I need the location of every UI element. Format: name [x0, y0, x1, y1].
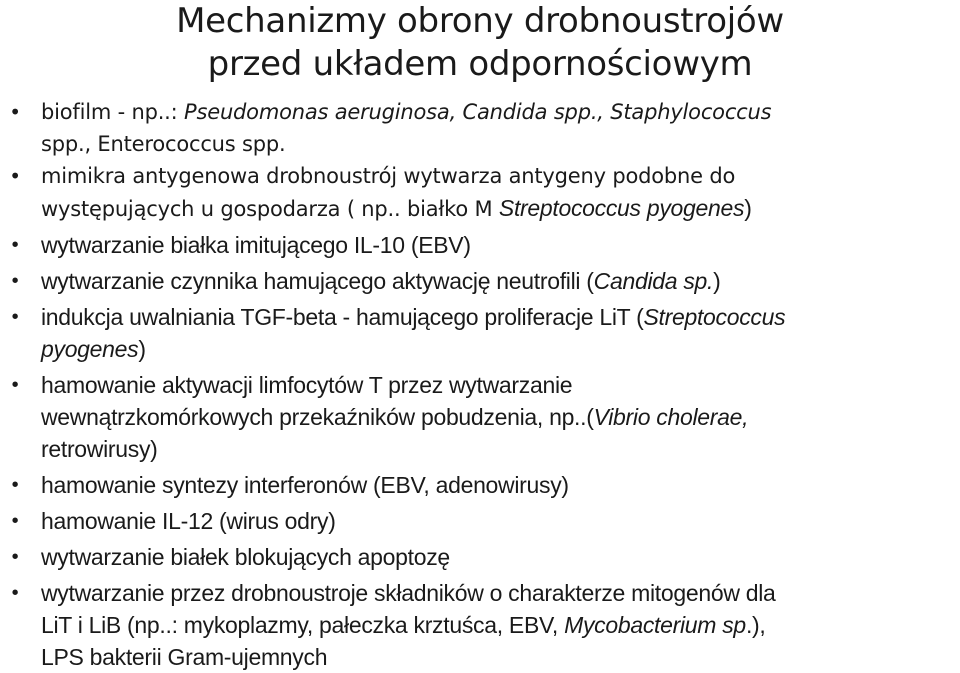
bullet-icon: • [11, 374, 19, 396]
list-item-il10 [0, 229, 960, 261]
list-item-line [41, 265, 956, 297]
item-italic-text: pyogenes [41, 336, 139, 362]
list-item-line [41, 609, 956, 641]
list-item-il12 [0, 505, 960, 537]
item-text: wytwarzanie czynnika hamującego aktywację neutrofili ( [41, 268, 594, 294]
bullet-icon: • [9, 164, 21, 188]
item-text: spp., Enterococcus spp. [41, 132, 286, 156]
item-text: mimikra antygenowa drobnoustrój wytwarza antygeny podobne do [41, 164, 736, 188]
list-item-line [41, 577, 956, 609]
item-italic-text: Vibrio cholerae, [593, 404, 749, 430]
bullet-icon: • [11, 510, 19, 532]
item-text: LPS bakterii Gram-ujemnych [41, 644, 328, 670]
list-item-line [41, 505, 956, 537]
list-item-line [41, 433, 956, 465]
item-text: wytwarzanie białka imitującego IL-10 (EBV) [41, 232, 471, 258]
list-item-line [41, 369, 956, 401]
bullet-icon: • [11, 546, 19, 568]
item-text: ) [744, 195, 752, 221]
list-item-mimikra [0, 160, 960, 225]
item-italic-text: Candida sp. [593, 268, 714, 294]
item-italic-text: Streptococcus pyogenes [498, 195, 745, 221]
list-item-neutrofile [0, 265, 960, 297]
item-text: LiT i LiB (np..: mykoplazmy, pałeczka krztuśca, EBV, [41, 612, 565, 638]
item-text: wewnątrzkomórkowych przekaźników pobudzenia, np..( [41, 404, 594, 430]
item-text: hamowanie aktywacji limfocytów T przez wytwarzanie [41, 372, 573, 398]
bullet-icon: • [11, 582, 19, 604]
bullet-icon: • [11, 270, 19, 292]
item-text: ) [713, 268, 721, 294]
item-text: indukcja uwalniania TGF-beta - hamującego proliferacje LiT ( [41, 304, 644, 330]
item-text: retrowirusy) [41, 436, 158, 462]
bullet-icon: • [11, 474, 19, 496]
list-item-line [41, 192, 956, 225]
bullet-list [0, 96, 960, 673]
item-text: .), [745, 612, 766, 638]
list-item-line [41, 469, 956, 501]
item-text: wytwarzanie białek blokujących apoptozę [41, 544, 450, 570]
slide-title-line-2: przed układem odpornościowym [207, 44, 753, 84]
item-italic-text: Pseudomonas aeruginosa, Candida spp., Staphylococcus [184, 100, 772, 124]
item-text: ) [138, 336, 146, 362]
item-italic-text: Streptococcus [643, 304, 786, 330]
slide-title [0, 0, 960, 86]
list-item-tgf-beta [0, 301, 960, 365]
item-text: biofilm - np..: [41, 100, 185, 124]
item-mixed-text [499, 195, 752, 221]
bullet-icon: • [11, 234, 19, 256]
list-item-line [41, 541, 956, 573]
item-text: wytwarzanie przez drobnoustroje składników o charakterze mitogenów dla [41, 580, 776, 606]
slide-title-line-1: Mechanizmy obrony drobnoustrojów [176, 1, 784, 41]
list-item-line [41, 301, 956, 333]
bullet-icon: • [9, 100, 21, 124]
list-item-line [41, 128, 956, 160]
list-item-line [41, 641, 956, 673]
list-item-line [41, 96, 956, 128]
item-text: występujących u gospodarza ( np.. białko M [41, 197, 499, 221]
list-item-apoptoza [0, 541, 960, 573]
list-item-mitogeny [0, 577, 960, 673]
list-item-interferony [0, 469, 960, 501]
list-item-biofilm [0, 96, 960, 160]
list-item-limfocyty [0, 369, 960, 465]
list-item-line [41, 160, 956, 192]
item-italic-text: Mycobacterium sp [564, 612, 746, 638]
list-item-line [41, 401, 956, 433]
list-item-line [41, 229, 956, 261]
item-text: hamowanie IL-12 (wirus odry) [41, 508, 336, 534]
item-text: hamowanie syntezy interferonów (EBV, adenowirusy) [41, 472, 569, 498]
list-item-line [41, 333, 956, 365]
bullet-icon: • [11, 306, 19, 328]
